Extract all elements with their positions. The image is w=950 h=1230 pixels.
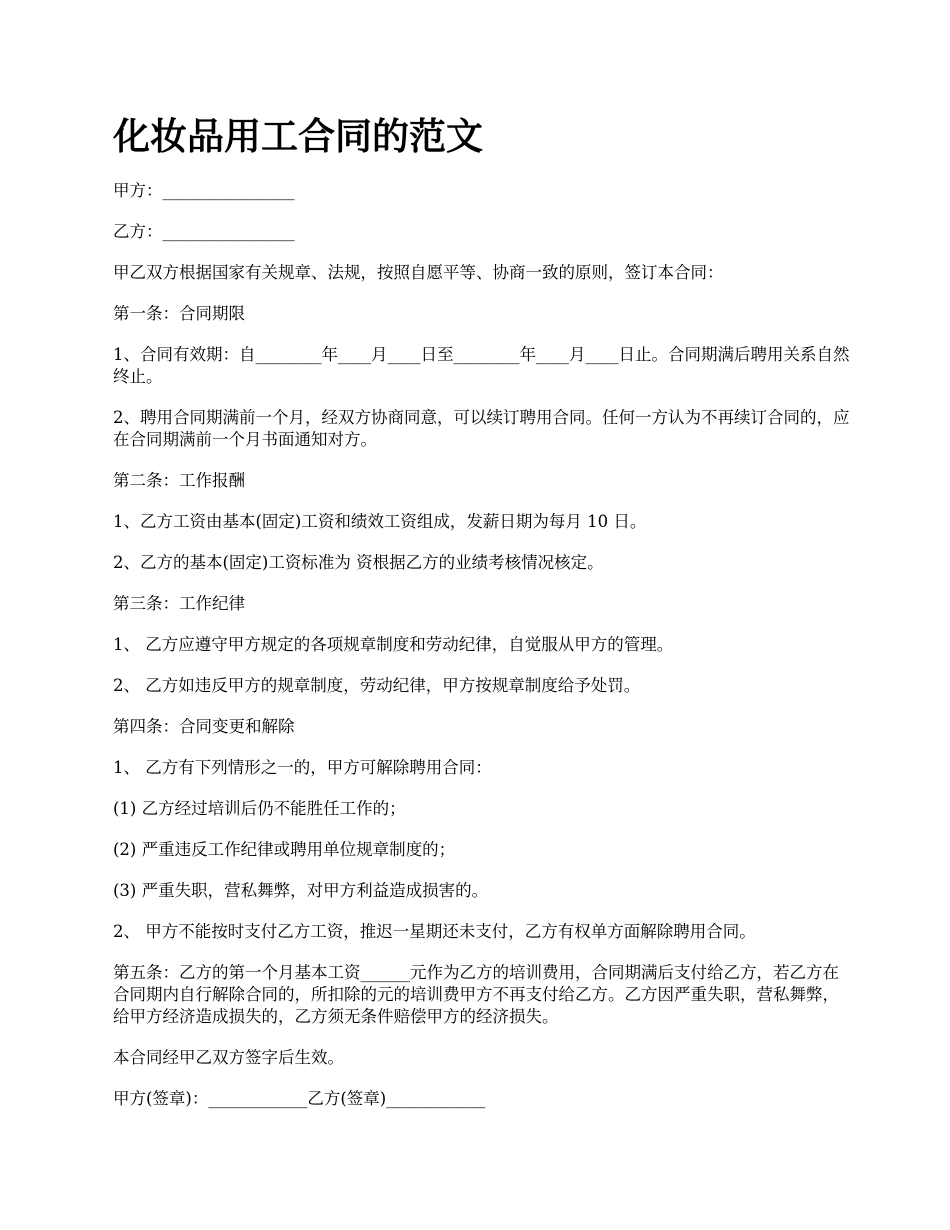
article-4-clause-2: 2、 甲方不能按时支付乙方工资，推迟一星期还未支付，乙方有权单方面解除聘用合同。 [113,922,756,941]
article-4-item-2: (2) 严重违反工作纪律或聘用单位规章制度的； [113,840,456,859]
article-3-clause-2: 2、 乙方如违反甲方的规章制度，劳动纪律，甲方按规章制度给予处罚。 [113,676,641,695]
article-1-clause-1: 1、合同有效期：自________年____月____日至________年____月____日止。合同期满后聘用关系自然终止。 [113,345,850,386]
article-2-heading: 第二条：工作报酬 [113,471,245,490]
document-title: 化妆品用工合同的范文 [113,114,483,158]
article-1-heading: 第一条：合同期限 [113,304,245,323]
article-4-item-1: (1) 乙方经过培训后仍不能胜任工作的； [113,799,406,818]
article-3-heading: 第三条：工作纪律 [113,594,245,613]
article-4-heading: 第四条：合同变更和解除 [113,717,295,736]
article-3-clause-1: 1、 乙方应遵守甲方规定的各项规章制度和劳动纪律，自觉服从甲方的管理。 [113,635,674,654]
effective-clause: 本合同经甲乙双方签字后生效。 [113,1048,344,1067]
article-4-item-3: (3) 严重失职，营私舞弊，对甲方利益造成损害的。 [113,881,489,900]
article-2-clause-2: 2、乙方的基本(固定)工资标准为 资根据乙方的业绩考核情况核定。 [113,553,604,572]
article-5: 第五条：乙方的第一个月基本工资______元作为乙方的培训费用，合同期满后支付给乙方，若乙方在合同期内自行解除合同的，所扣除的元的培训费甲方不再支付给乙方。乙方因严重失职，营私舞弊，给甲方经济造成损失的，乙方须无条件赔偿甲方的经济损失。 [113,963,839,1026]
document-page [113,110,853,1129]
article-2-clause-1: 1、乙方工资由基本(固定)工资和绩效工资组成，发薪日期为每月 10 日。 [113,512,647,531]
party-a-line: 甲方：________________ [113,181,295,200]
article-1-clause-2: 2、聘用合同期满前一个月，经双方协商同意，可以续订聘用合同。任何一方认为不再续订合同的，应在合同期满前一个月书面通知对方。 [113,408,850,449]
article-4-clause-1: 1、 乙方有下列情形之一的，甲方可解除聘用合同： [113,758,492,777]
party-b-line: 乙方：________________ [113,222,295,241]
preamble: 甲乙双方根据国家有关规章、法规，按照自愿平等、协商一致的原则，签订本合同： [113,263,724,282]
signature-line: 甲方(签章)：____________乙方(签章)____________ [113,1089,486,1108]
